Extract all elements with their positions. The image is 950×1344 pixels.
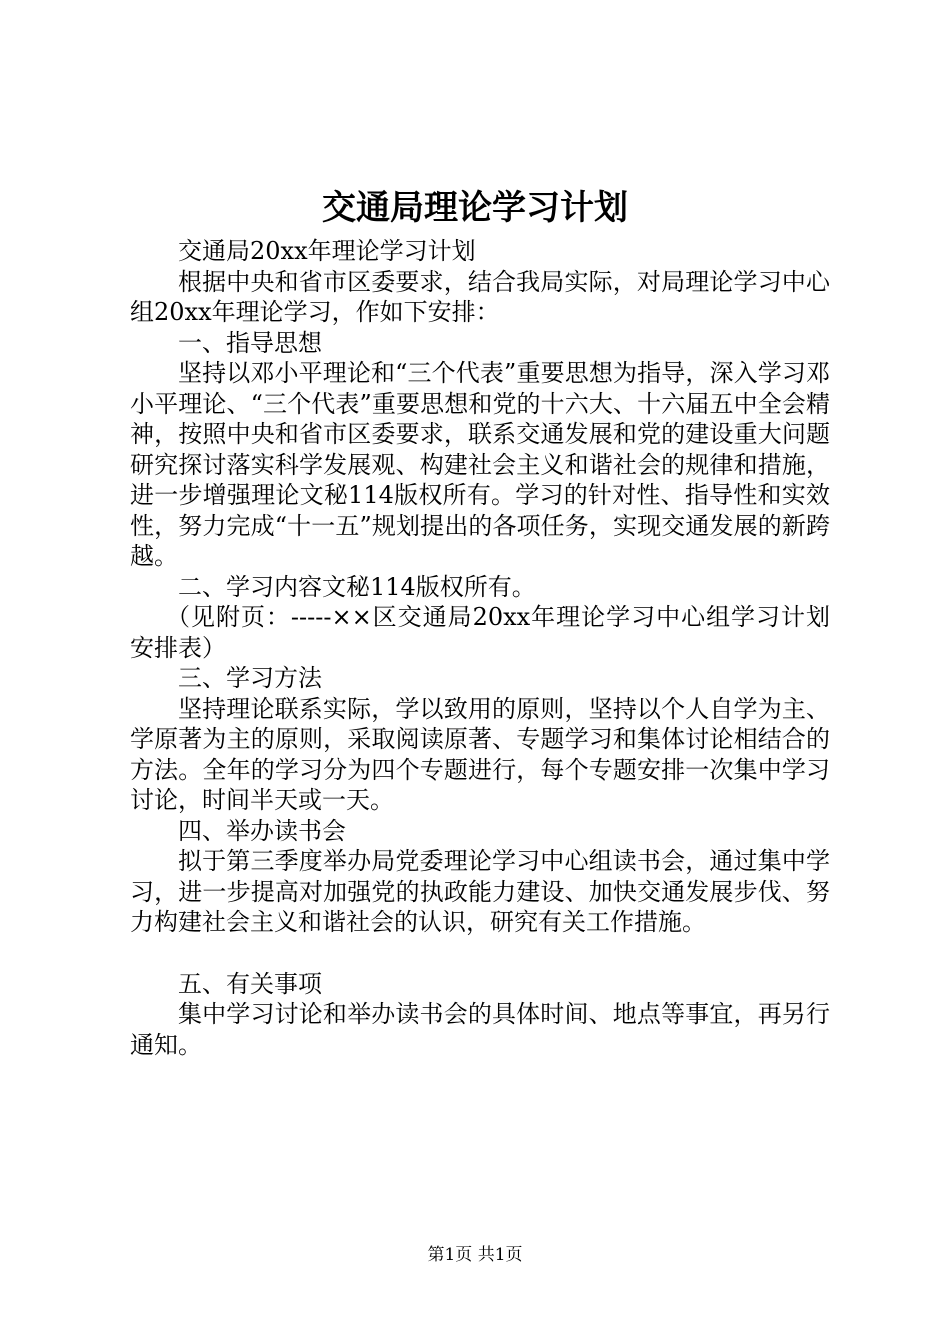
document-body xyxy=(130,236,830,1060)
section-heading-guiding-ideology: 一、指导思想 xyxy=(178,328,322,357)
study-content-note: （见附页：-----××区交通局20xx年理论学习中心组学习计划安排表） xyxy=(130,603,830,662)
intro-paragraph: 根据中央和省市区委要求，结合我局实际，对局理论学习中心组20xx年理论学习，作如下安排： xyxy=(130,267,830,326)
subtitle-paragraph: 交通局20xx年理论学习计划 xyxy=(178,237,476,265)
related-matters-paragraph: 集中学习讨论和举办读书会的具体时间、地点等事宜，再另行通知。 xyxy=(130,1000,830,1059)
guiding-ideology-paragraph: 坚持以邓小平理论和“三个代表”重要思想为指导，深入学习邓小平理论、“三个代表”重要思想和党的十六大、十六届五中全会精神，按照中央和省市区委要求，联系交通发展和党的建设重大问题研究探讨落实科学发展观、构建社会主义和谐社会的规律和措施，进一步增强理论文秘114版权所有。学习的针对性、指导性和实效性，努力完成“十一五”规划提出的各项任务，实现交通发展的新跨越。 xyxy=(130,359,830,570)
section-heading-study-content: 二、学习内容文秘114版权所有。 xyxy=(178,572,536,601)
page-title: 交通局理论学习计划 xyxy=(322,188,628,228)
section-heading-study-method: 三、学习方法 xyxy=(178,664,322,692)
reading-meeting-paragraph: 拟于第三季度举办局党委理论学习中心组读书会，通过集中学习，进一步提高对加强党的执政能力建设、加快交通发展步伐、努力构建社会主义和谐社会的认识，研究有关工作措施。 xyxy=(130,847,830,936)
section-heading-reading-meeting: 四、举办读书会 xyxy=(178,816,346,845)
section-heading-related-matters: 五、有关事项 xyxy=(178,969,322,998)
page-footer: 第1页 共1页 xyxy=(427,1245,523,1265)
study-method-paragraph: 坚持理论联系实际，学以致用的原则，坚持以个人自学为主、学原著为主的原则，采取阅读原著、专题学习和集体讨论相结合的方法。全年的学习分为四个专题进行，每个专题安排一次集中学习讨论，时间半天或一天。 xyxy=(130,694,830,814)
